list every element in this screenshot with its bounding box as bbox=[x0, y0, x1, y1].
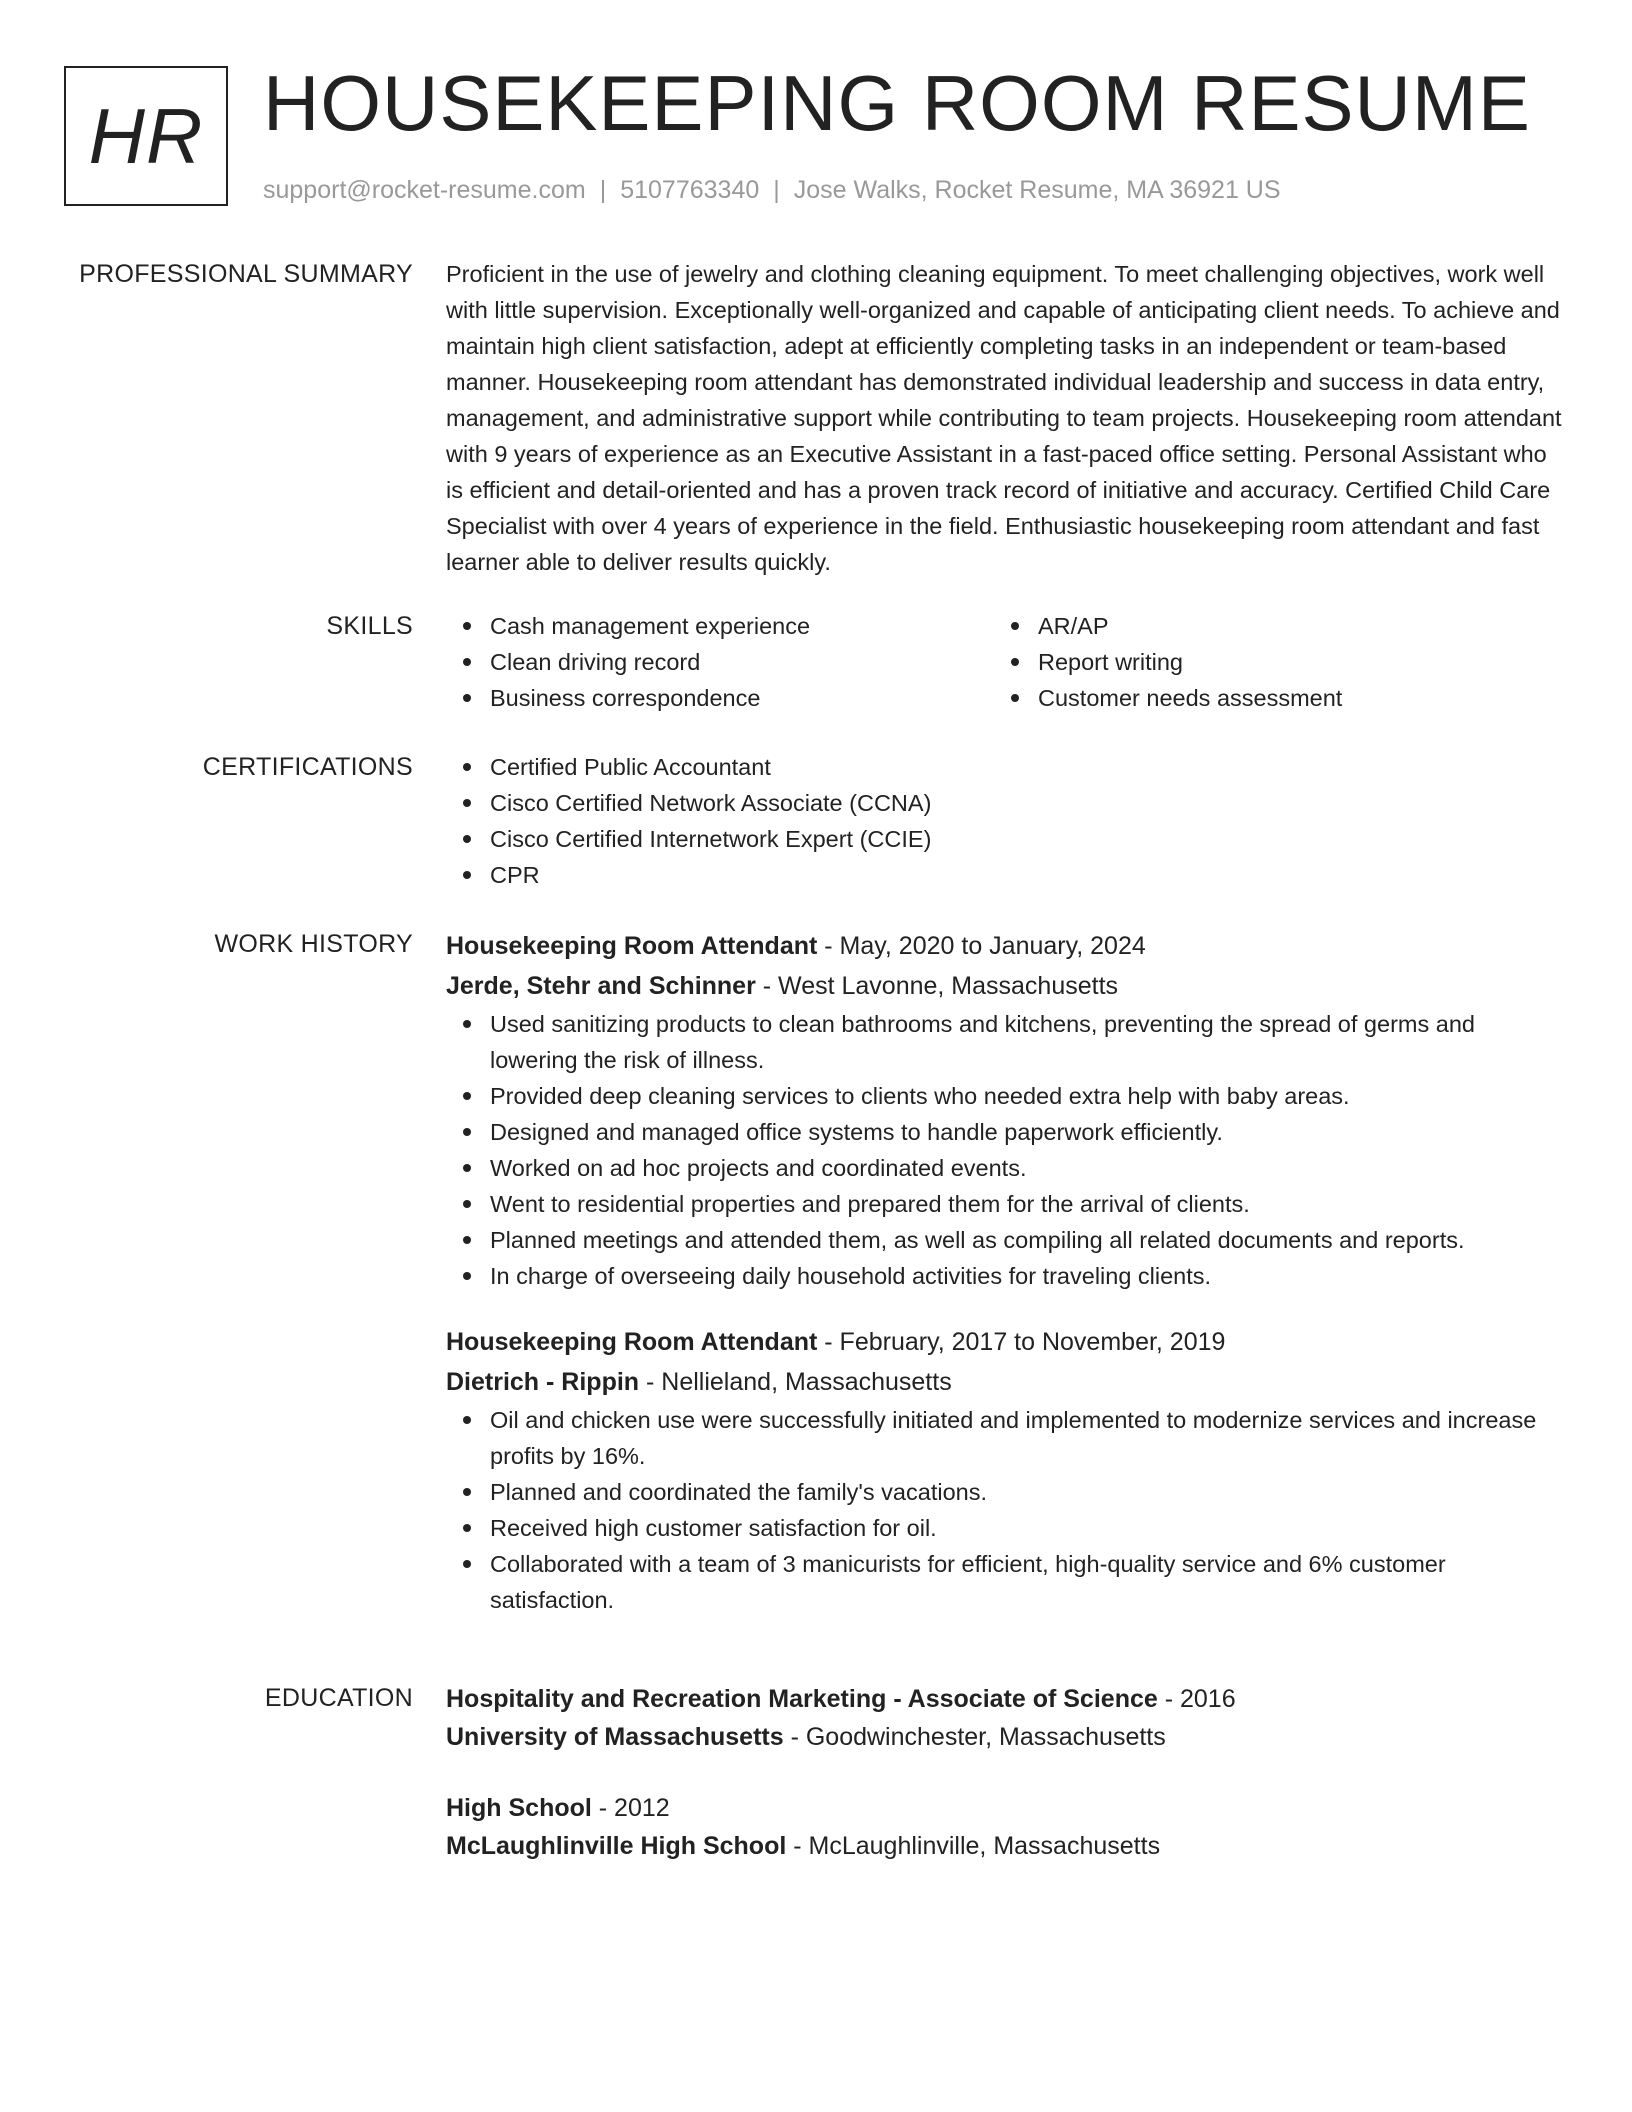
contact-separator: | bbox=[773, 176, 780, 204]
education-year: - 2012 bbox=[591, 1794, 670, 1822]
job-bullet: Designed and managed office systems to handle paperwork efficiently. bbox=[446, 1114, 1566, 1150]
section-label-education: EDUCATION bbox=[264, 1684, 413, 1712]
skill-item: Report writing bbox=[994, 644, 1542, 680]
job-bullet: Planned and coordinated the family's vacations. bbox=[446, 1474, 1566, 1510]
education-body bbox=[446, 1680, 1566, 1865]
job-company-line bbox=[446, 966, 1566, 1006]
education-entry bbox=[446, 1789, 1566, 1865]
job-entry bbox=[446, 926, 1566, 1294]
job-bullet: Collaborated with a team of 3 manicurists for efficient, high-quality service and 6% customer satisfaction. bbox=[446, 1546, 1566, 1618]
section-label-summary: PROFESSIONAL SUMMARY bbox=[79, 260, 413, 288]
contact-separator: | bbox=[599, 176, 607, 204]
contact-email[interactable]: support@rocket-resume.com bbox=[263, 176, 586, 204]
job-title: Housekeeping Room Attendant bbox=[446, 932, 818, 960]
section-label-skills: SKILLS bbox=[326, 612, 413, 640]
summary-text: Proficient in the use of jewelry and clothing cleaning equipment. To meet challenging objectives, work well with little supervision. Exceptionally well-organized and capable of anticipating client needs. To achieve and maintain high client satisfaction, adept at efficiently completing tasks in an independent or team-based manner. Housekeeping room attendant has demonstrated individual leadership and success in data entry, management, and administrative support while contributing to team projects. Housekeeping room attendant with 9 years of experience as an Executive Assistant in a fast-paced office setting. Personal Assistant who is efficient and detail-oriented and has a proven track record of initiative and accuracy. Certified Child Care Specialist with over 4 years of experience in the field. Enthusiastic housekeeping room attendant and fast learner able to deliver results quickly. bbox=[446, 261, 1562, 575]
education-entry bbox=[446, 1680, 1566, 1756]
section-label-certifications: CERTIFICATIONS bbox=[202, 753, 413, 781]
job-bullet: Received high customer satisfaction for oil. bbox=[446, 1510, 1566, 1546]
section-label-work-history: WORK HISTORY bbox=[214, 930, 413, 958]
contact-phone[interactable]: 5107763340 bbox=[620, 176, 760, 204]
job-bullet: Worked on ad hoc projects and coordinated events. bbox=[446, 1150, 1566, 1186]
skill-item: Customer needs assessment bbox=[994, 680, 1542, 716]
job-title-line bbox=[446, 1322, 1566, 1362]
job-bullet: Planned meetings and attended them, as well as compiling all related documents and reports. bbox=[446, 1222, 1566, 1258]
education-school-line bbox=[446, 1827, 1566, 1865]
certification-item: Cisco Certified Network Associate (CCNA) bbox=[446, 785, 1566, 821]
skills-column-2 bbox=[994, 608, 1542, 716]
job-company-line bbox=[446, 1362, 1566, 1402]
education-school: McLaughlinville High School bbox=[446, 1832, 787, 1860]
skill-item: Cash management experience bbox=[446, 608, 994, 644]
skill-item: Clean driving record bbox=[446, 644, 994, 680]
job-title: Housekeeping Room Attendant bbox=[446, 1328, 818, 1356]
skill-item: AR/AP bbox=[994, 608, 1542, 644]
education-degree-line bbox=[446, 1680, 1566, 1718]
education-year: - 2016 bbox=[1157, 1685, 1236, 1713]
education-school-line bbox=[446, 1718, 1566, 1756]
skill-item: Business correspondence bbox=[446, 680, 994, 716]
education-school: University of Massachusetts bbox=[446, 1723, 784, 1751]
education-location: - Goodwinchester, Massachusetts bbox=[783, 1723, 1166, 1751]
job-location: - West Lavonne, Massachusetts bbox=[755, 972, 1119, 1000]
education-degree: High School bbox=[446, 1794, 592, 1822]
education-degree-line bbox=[446, 1789, 1566, 1827]
contact-line bbox=[263, 175, 1281, 205]
job-bullet: Went to residential properties and prepared them for the arrival of clients. bbox=[446, 1186, 1566, 1222]
job-title-line bbox=[446, 926, 1566, 966]
certification-item: Certified Public Accountant bbox=[446, 749, 1566, 785]
job-dates: - February, 2017 to November, 2019 bbox=[817, 1328, 1226, 1356]
job-company: Jerde, Stehr and Schinner bbox=[446, 972, 756, 1000]
certification-item: Cisco Certified Internetwork Expert (CCIE) bbox=[446, 821, 1566, 857]
certification-item: CPR bbox=[446, 857, 1566, 893]
contact-address: Jose Walks, Rocket Resume, MA 36921 US bbox=[793, 176, 1281, 204]
monogram-logo: HR bbox=[64, 66, 228, 206]
education-degree: Hospitality and Recreation Marketing - Associate of Science bbox=[446, 1685, 1158, 1713]
job-company: Dietrich - Rippin bbox=[446, 1368, 640, 1396]
education-location: - McLaughlinville, Massachusetts bbox=[786, 1832, 1161, 1860]
job-bullet: Provided deep cleaning services to clients who needed extra help with baby areas. bbox=[446, 1078, 1566, 1114]
job-entry bbox=[446, 1322, 1566, 1618]
skills-body bbox=[446, 608, 1566, 716]
job-location: - Nellieland, Massachusetts bbox=[639, 1368, 952, 1396]
job-bullet: Used sanitizing products to clean bathrooms and kitchens, preventing the spread of germs and lowering the risk of illness. bbox=[446, 1006, 1566, 1078]
skills-column-1 bbox=[446, 608, 994, 716]
work-history-body bbox=[446, 926, 1566, 1618]
page-title: HOUSEKEEPING ROOM RESUME bbox=[263, 59, 1531, 147]
job-bullet: In charge of overseeing daily household activities for traveling clients. bbox=[446, 1258, 1566, 1294]
certifications-body bbox=[446, 749, 1566, 893]
job-bullet: Oil and chicken use were successfully initiated and implemented to modernize services and increase profits by 16%. bbox=[446, 1402, 1566, 1474]
job-dates: - May, 2020 to January, 2024 bbox=[817, 932, 1146, 960]
summary-body bbox=[446, 256, 1566, 580]
